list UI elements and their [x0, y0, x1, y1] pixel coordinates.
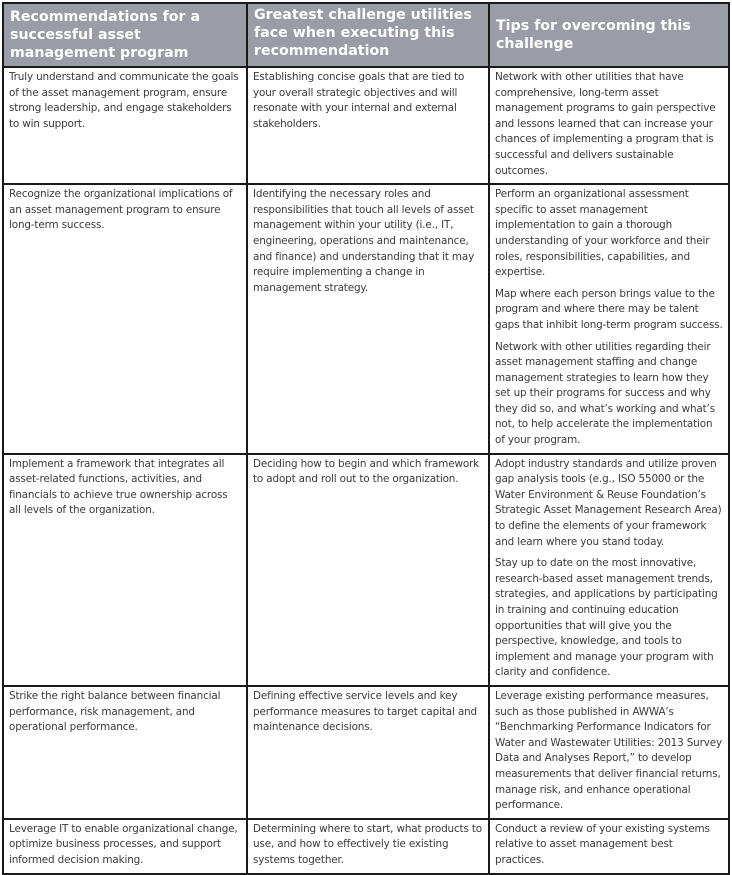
tips-cell [489, 184, 729, 454]
challenge-cell: Deciding how to begin and which framework to adopt and roll out to the organization. [247, 454, 489, 686]
tips-cell [489, 67, 729, 184]
recommendations-table [2, 2, 730, 875]
tips-cell [489, 819, 729, 874]
tip-paragraph: Map where each person brings value to the program and where there may be talent gaps that inhibit long-term program success. [495, 287, 723, 331]
recommendation-cell: Implement a framework that integrates all asset-related functions, activities, and financials to achieve true ownership across all levels of the organization. [3, 454, 247, 686]
header-tips: Tips for overcoming this challenge [489, 3, 729, 67]
table-row [3, 184, 729, 454]
header-recommendations: Recommendations for a successful asset management program [3, 3, 247, 67]
tip-paragraph: Adopt industry standards and utilize proven gap analysis tools (e.g., ISO 55000 or the Water Environment & Reuse Foundation’s Strategic Asset Management Research Area) to define the elements of your framework and learn where you stand today. [495, 457, 722, 548]
tip-paragraph: Perform an organizational assessment specific to asset management implementation to gain a thorough understanding of your workforce and their roles, responsibilities, capabilities, and expertise. [495, 188, 710, 279]
tip-paragraph: Network with other utilities regarding their asset management staffing and change management strategies to learn how they set up their programs for success and why they did so, and what’s working and what’s not, to help accelerate the implementation of your program. [495, 340, 715, 447]
table-row [3, 686, 729, 819]
challenge-cell: Defining effective service levels and key performance measures to target capital and maintenance decisions. [247, 686, 489, 819]
tip-paragraph: Leverage existing performance measures, such as those published in AWWA’s “Benchmarking Performance Indicators for Water and Wastewater Utilities: 2013 Survey Data and Analyses Report,” to develop measurements that deliver financial returns, manage risk, and enhance operational performance. [495, 689, 722, 812]
tip-paragraph: Conduct a review of your existing systems relative to asset management best practices. [495, 822, 710, 866]
header-row [3, 3, 729, 67]
recommendation-cell: Strike the right balance between financial performance, risk management, and operational performance. [3, 686, 247, 819]
table-row [3, 819, 729, 874]
challenge-cell: Determining where to start, what products to use, and how to effectively tie existing systems together. [247, 819, 489, 874]
recommendation-cell: Leverage IT to enable organizational change, optimize business processes, and support informed decision making. [3, 819, 247, 874]
challenge-cell: Identifying the necessary roles and responsibilities that touch all levels of asset management within your utility (i.e., IT, engineering, operations and maintenance, and finance) and understanding that it may require implementing a change in management strategy. [247, 184, 489, 454]
header-greatest-challenge: Greatest challenge utilities face when executing this recommendation [247, 3, 489, 67]
table-row [3, 454, 729, 686]
tip-paragraph: Stay up to date on the most innovative, research-based asset management trends, strategies, and applications by participating in training and continuing education opportunities that will give you the perspective, knowledge, and tools to implement and manage your program with clarity and confidence. [495, 557, 718, 679]
tips-cell [489, 454, 729, 686]
recommendation-cell: Truly understand and communicate the goals of the asset management program, ensure strong leadership, and engage stakeholders to win support. [3, 67, 247, 184]
challenge-cell: Establishing concise goals that are tied to your overall strategic objectives and will resonate with your internal and external stakeholders. [247, 67, 489, 184]
tip-paragraph: Network with other utilities that have comprehensive, long-term asset management programs to gain perspective and lessons learned that can increase your chances of implementing a program that is successful and delivers sustainable outcomes. [495, 71, 716, 177]
table-header [3, 3, 729, 67]
table-body [3, 67, 729, 874]
tips-cell [489, 686, 729, 819]
table-row [3, 67, 729, 184]
recommendation-cell: Recognize the organizational implications of an asset management program to ensure long-term success. [3, 184, 247, 454]
